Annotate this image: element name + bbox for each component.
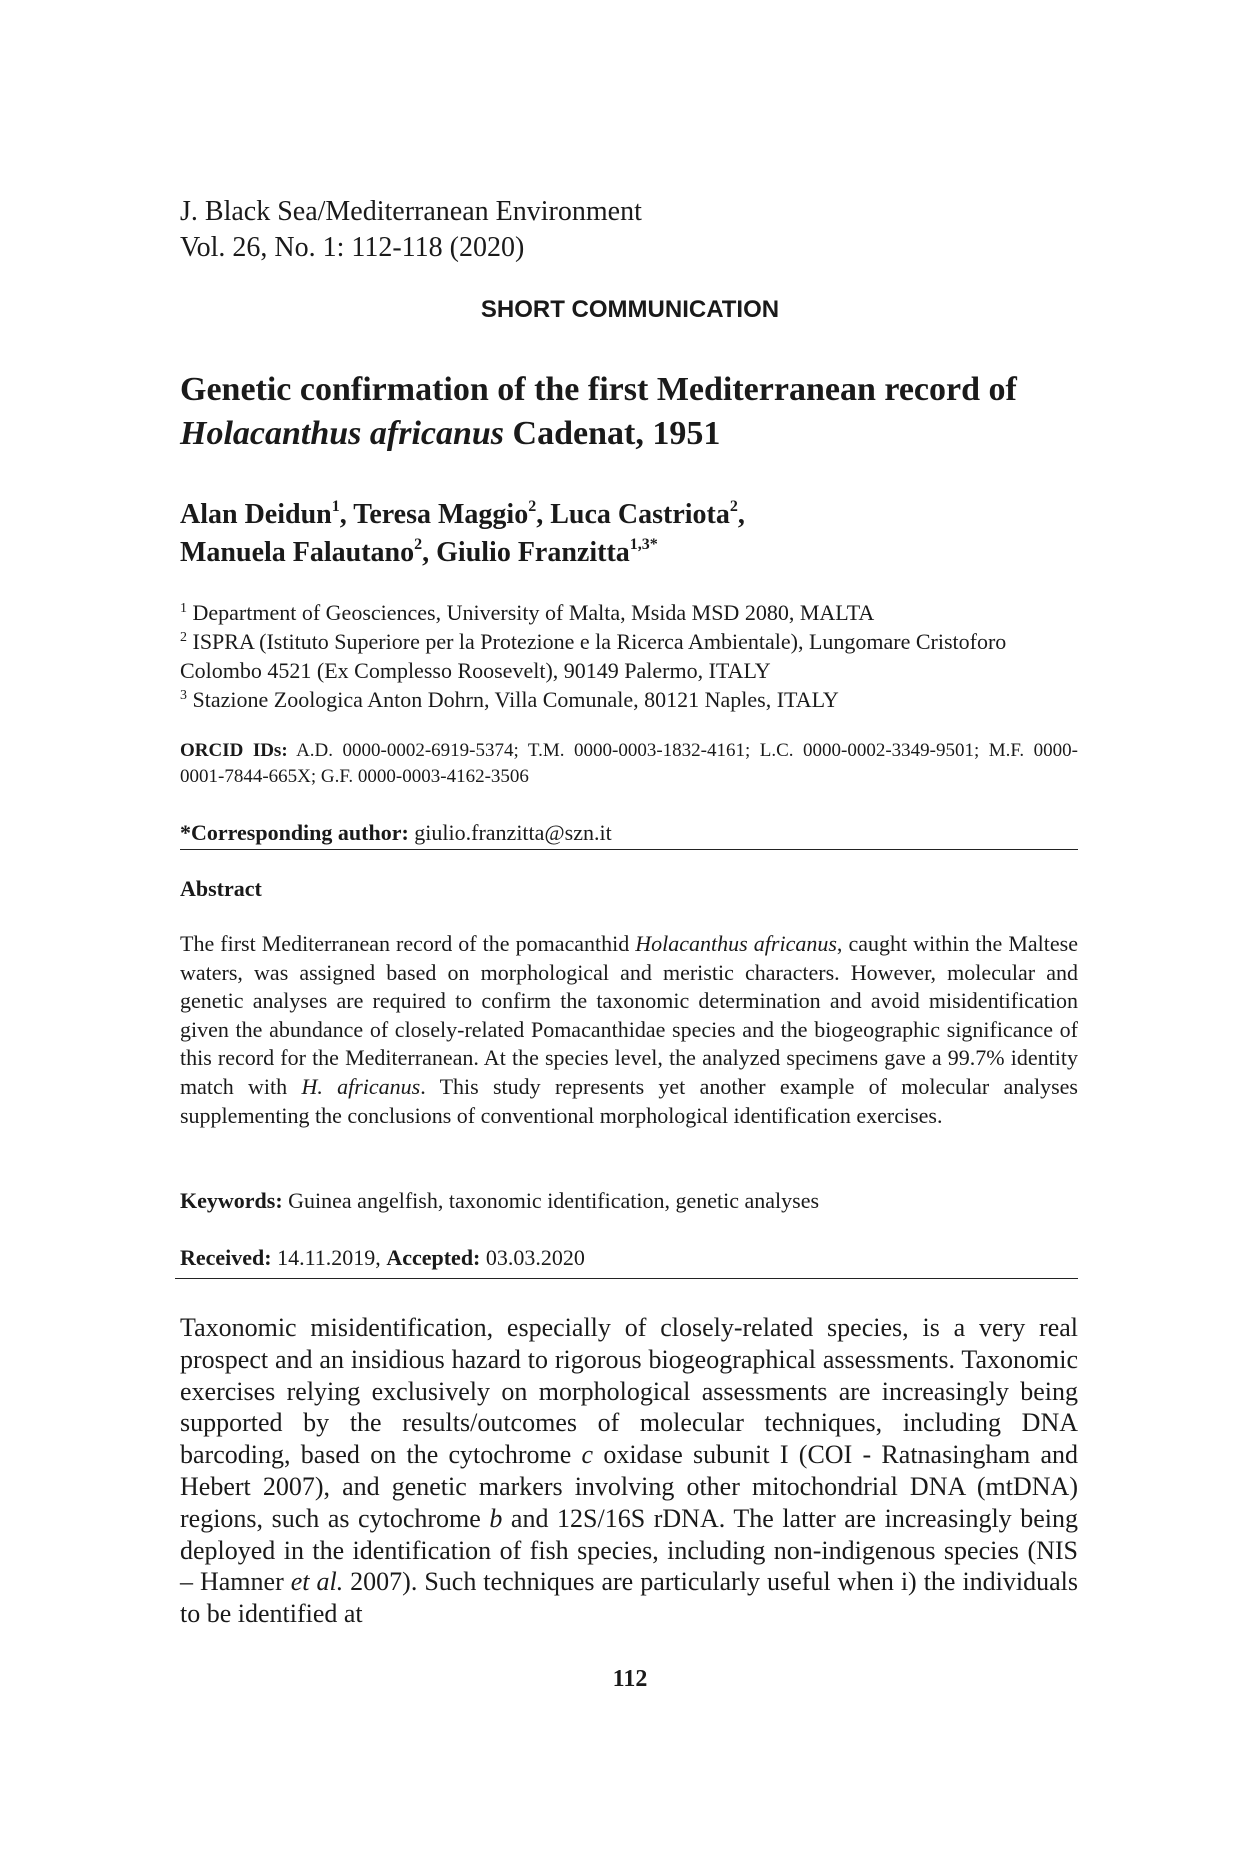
accepted-label: Accepted: — [386, 1245, 481, 1270]
abstract-text — [180, 930, 1078, 1130]
abstract-species: H. africanus — [301, 1073, 421, 1099]
author-affil-mark: 2 — [729, 498, 738, 515]
affiliation — [180, 685, 1080, 714]
affiliation-text: Department of Geosciences, University of Malta, Msida MSD 2080, MALTA — [187, 600, 875, 625]
keywords-label: Keywords: — [180, 1188, 283, 1213]
affiliation-text: Stazione Zoologica Anton Dohrn, Villa Comunale, 80121 Naples, ITALY — [187, 687, 839, 712]
author-affil-mark: 1 — [331, 498, 340, 515]
affiliation-number: 3 — [180, 688, 187, 703]
author-line-2 — [180, 534, 1080, 572]
author-name: , Giulio Franzitta — [422, 537, 630, 568]
orcid-text: A.D. 0000-0002-6919-5374; T.M. 0000-0003-1832-4161; L.C. 0000-0002-3349-9501; M.F. 0000-0001-7844-665X; G.F. 0000-0003-4162-3506 — [180, 740, 1078, 787]
author-name: Alan Deidun — [180, 499, 332, 530]
affiliation-text: ISPRA (Istituto Superiore per la Protezione e la Ricerca Ambientale), Lungomare Cristoforo Colombo 4521 (Ex Complesso Roosevelt), 90149 Palermo, ITALY — [180, 629, 1007, 683]
accepted-date: 03.03.2020 — [480, 1245, 585, 1270]
author-affil-mark: 2 — [528, 498, 537, 515]
author-affil-mark: 1,3* — [629, 536, 658, 553]
journal-header — [180, 194, 642, 266]
body-part: and 12S/16S rDNA. The latter are increasingly being deployed in the identification of fish species, including non-indigenous species (NIS – Hamner — [180, 1503, 1078, 1597]
affiliations — [180, 598, 1080, 714]
abstract-species: Holacanthus africanus — [635, 931, 837, 956]
journal-volume: Vol. 26, No. 1: 112-118 (2020) — [180, 232, 525, 263]
body-italic: et al. — [290, 1567, 344, 1597]
abstract-heading: Abstract — [180, 876, 262, 901]
affiliation-number: 2 — [180, 630, 187, 645]
abstract-part: . This study represents yet another example of molecular analyses supplementing the conclusions of conventional morphological identification exercises. — [180, 1073, 1078, 1128]
affiliation — [180, 598, 1080, 627]
author-separator: , — [737, 499, 745, 530]
corresponding-author — [180, 818, 612, 848]
title-line-2-rest: Cadenat, 1951 — [504, 415, 721, 452]
abstract-part: The first Mediterranean record of the pomacanthid — [180, 931, 636, 956]
body-part: oxidase subunit I (COI - Ratnasingham and Hebert 2007), and genetic markers involving other mitochondrial DNA (mtDNA) regions, such as cytochrome — [180, 1440, 1078, 1533]
keywords — [180, 1188, 819, 1214]
orcid-ids — [180, 738, 1078, 790]
corresponding-email: giulio.franzitta@szn.it — [408, 820, 612, 845]
corresponding-label: *Corresponding author: — [180, 820, 409, 845]
body-italic: c — [581, 1440, 594, 1470]
affiliation-number: 1 — [180, 601, 187, 616]
title-species: Holacanthus africanus — [180, 415, 505, 452]
body-italic: b — [489, 1503, 503, 1533]
author-name: , Teresa Maggio — [339, 499, 529, 530]
paper-title — [180, 368, 1080, 456]
body-paragraph — [180, 1312, 1078, 1630]
author-name: Manuela Falautano — [180, 537, 415, 568]
body-part: Taxonomic misidentification, especially of closely-related species, is a very real prospect and an insidious hazard to rigorous biogeographical assessments. Taxonomic exercises relying exclusively on morphological assessments are increasingly being supported by the results/outcomes of molecular techniques, including DNA barcoding, based on the cytochrome — [180, 1313, 1078, 1470]
affiliation — [180, 627, 1080, 685]
section-label: SHORT COMMUNICATION — [480, 296, 780, 323]
received-label: Received: — [180, 1245, 272, 1270]
title-line-2 — [180, 412, 1080, 456]
divider-rule — [180, 849, 1078, 850]
author-name: , Luca Castriota — [536, 499, 730, 530]
keywords-text: Guinea angelfish, taxonomic identification, genetic analyses — [282, 1188, 820, 1213]
orcid-label: ORCID IDs: — [180, 740, 288, 761]
divider-rule — [175, 1278, 1078, 1279]
abstract-part: , caught within the Maltese waters, was assigned based on morphological and meristic characters. However, molecular and genetic analyses are required to confirm the taxonomic determination and avoid misidentification given the abundance of closely-related Pomacanthidae species and the biogeographic significance of this record for the Mediterranean. At the species level, the analyzed specimens gave a 99.7% identity match with — [180, 931, 1078, 1099]
page-number: 112 — [612, 1666, 648, 1692]
author-line-1 — [180, 496, 1080, 534]
received-accepted — [180, 1245, 585, 1271]
received-date: 14.11.2019, — [271, 1245, 387, 1270]
author-list — [180, 496, 1080, 572]
title-line-1: Genetic confirmation of the first Mediterranean record of — [180, 371, 1017, 408]
author-affil-mark: 2 — [414, 536, 423, 553]
journal-name: J. Black Sea/Mediterranean Environment — [180, 196, 642, 227]
body-part: 2007). Such techniques are particularly useful when i) the individuals to be identified at — [180, 1567, 1079, 1629]
